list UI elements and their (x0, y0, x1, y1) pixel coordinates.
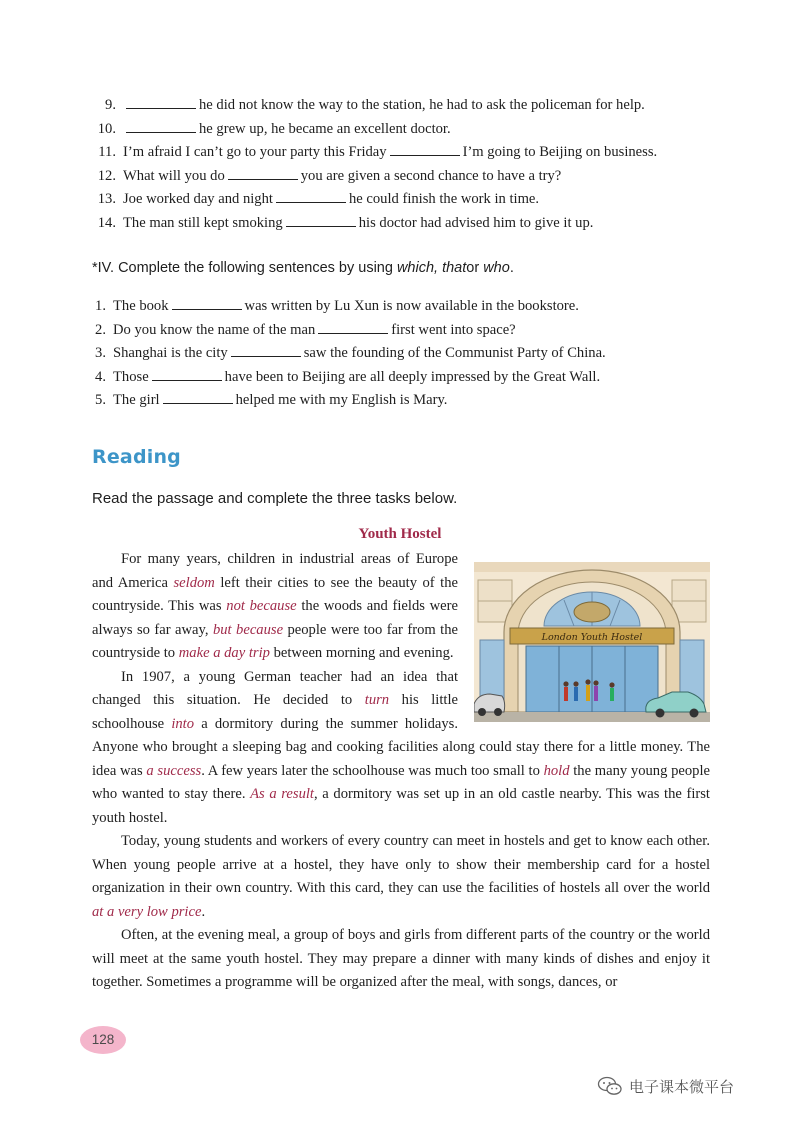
exercise-item (92, 188, 657, 212)
item-text-after: his doctor had advised him to give it up. (358, 214, 594, 231)
passage-text-segment: people were too far from the countryside to (92, 621, 458, 661)
hostel-illustration (474, 562, 710, 722)
answer-blank[interactable] (231, 343, 301, 357)
passage-text-segment: left their cities to see the beauty of the countryside. This was (92, 574, 458, 614)
item-text-after: have been to Beijing are all deeply impressed by the Great Wall. (224, 368, 601, 385)
watermark-text: 电子课本微平台 (629, 1077, 735, 1096)
item-number: 13. (97, 191, 116, 208)
item-text-after: he did not know the way to the station, he had to ask the policeman for help. (199, 97, 645, 113)
highlighted-phrase: turn (364, 692, 390, 708)
item-text-before: Joe worked day and night (123, 191, 273, 208)
exercise-item (92, 342, 606, 366)
item-text-after: was written by Lu Xun is now available in the bookstore. (244, 298, 579, 314)
answer-blank[interactable] (163, 390, 233, 404)
item-number: 3. (95, 345, 106, 362)
page-number: 128 (91, 1032, 115, 1047)
passage-text-segment: the many young people who wanted to stay there. (92, 762, 710, 802)
passage-text-segment: . (201, 903, 206, 920)
passage-text-segment: For many years, children in industrial areas of Europe and America (92, 551, 458, 591)
exercise-item (92, 141, 657, 165)
exercise-iv-heading: *IV. Complete the following sentences by using which, thator who. (92, 260, 514, 276)
answer-blank[interactable] (318, 320, 388, 334)
highlighted-phrase: but because (212, 621, 284, 638)
passage-body (92, 548, 710, 995)
passage-text-segment: a dormitory during the summer holidays. Anyone who brought a sleeping bag and cooking facilities along could stay there for a little money. The idea was (92, 715, 710, 779)
passage-text-segment: Today, young students and workers of every country can meet in hostels and get to know each other. When young people arrive at a hostel, they have only to show their membership card for a hostel organization in their own country. With this card, they can use the facilities of hostels all over the world (92, 833, 710, 896)
passage-text-segment: . A few years later the schoolhouse was much too small to (201, 762, 544, 779)
highlighted-phrase: not because (226, 598, 297, 614)
item-text-after: helped me with my English is Mary. (235, 392, 448, 409)
answer-blank[interactable] (390, 142, 460, 156)
answer-blank[interactable] (172, 296, 242, 310)
exercise-item (92, 366, 606, 390)
passage-paragraph (92, 924, 710, 995)
reading-instruction: Read the passage and complete the three tasks below. (92, 490, 458, 507)
exercise-item (92, 212, 657, 236)
passage-text-segment: between morning and evening. (269, 645, 454, 661)
watermark (597, 1074, 734, 1098)
item-number: 4. (95, 368, 106, 385)
item-text-after: I’m going to Beijing on business. (462, 144, 658, 161)
answer-blank[interactable] (286, 213, 356, 227)
passage-text-segment: the woods and fields were always so far away, (92, 598, 458, 638)
answer-blank[interactable] (152, 367, 222, 381)
item-text-before: The man still kept smoking (123, 214, 283, 231)
item-text-before: What will you do (123, 167, 225, 184)
wechat-icon (597, 1076, 623, 1096)
exercise-iv-list (92, 295, 606, 413)
item-number: 9. (105, 97, 116, 113)
item-text-after: first went into space? (391, 321, 516, 338)
highlighted-phrase: a success (146, 762, 202, 779)
passage-text-segment: Often, at the evening meal, a group of boys and girls from different parts of the country or the world will meet at the same youth hostel. They may prepare a dinner with many kinds of dishes and enjoy it together. Sometimes a programme will be organized after the meal, with songs, dances, or (92, 927, 710, 990)
exercise-item (92, 94, 657, 118)
item-number: 1. (95, 298, 106, 314)
exercise-item (92, 118, 657, 142)
item-text-before: I’m afraid I can’t go to your party this Friday (123, 144, 387, 161)
highlighted-phrase: hold (543, 762, 570, 779)
item-number: 2. (95, 321, 106, 338)
item-text-before: The girl (113, 392, 160, 409)
passage-title: Youth Hostel (358, 526, 442, 542)
item-number: 14. (97, 214, 116, 231)
item-number: 11. (98, 144, 116, 161)
passage-text-segment: In 1907, a young German teacher had an idea that changed this situation. He decided to (92, 668, 458, 708)
exercise-item (92, 165, 657, 189)
exercise-item (92, 295, 606, 319)
item-text-before: Do you know the name of the man (113, 321, 316, 338)
item-text-after: he could finish the work in time. (348, 191, 540, 208)
item-text-before: Those (113, 368, 149, 385)
item-text-after: he grew up, he became an excellent doctor. (199, 120, 451, 137)
reading-heading: Reading (92, 446, 181, 468)
passage-text-segment: , a dormitory was set up in an old castle nearby. This was the first youth hostel. (92, 786, 710, 826)
answer-blank[interactable] (228, 166, 298, 180)
passage-text-segment: his little schoolhouse (92, 692, 459, 732)
highlighted-phrase: seldom (173, 574, 215, 591)
item-text-before: The book (113, 298, 169, 314)
passage-paragraph (92, 830, 710, 924)
item-number: 10. (97, 120, 116, 137)
hostel-sign-text: London Youth Hostel (541, 632, 643, 643)
exercise-item (92, 319, 606, 343)
highlighted-phrase: make a day trip (178, 645, 270, 661)
answer-blank[interactable] (126, 95, 196, 109)
item-text-before: Shanghai is the city (113, 345, 228, 362)
item-text-after: saw the founding of the Communist Party of China. (303, 345, 606, 362)
answer-blank[interactable] (276, 189, 346, 203)
highlighted-phrase: As a result (250, 786, 314, 802)
exercise-item (92, 389, 606, 413)
highlighted-phrase: into (171, 715, 195, 732)
highlighted-phrase: at a very low price (92, 903, 202, 920)
answer-blank[interactable] (126, 119, 196, 133)
item-number: 12. (97, 167, 116, 184)
exercise-iii-list (92, 94, 657, 236)
item-text-after: you are given a second chance to have a try? (300, 167, 562, 184)
item-number: 5. (95, 392, 106, 409)
